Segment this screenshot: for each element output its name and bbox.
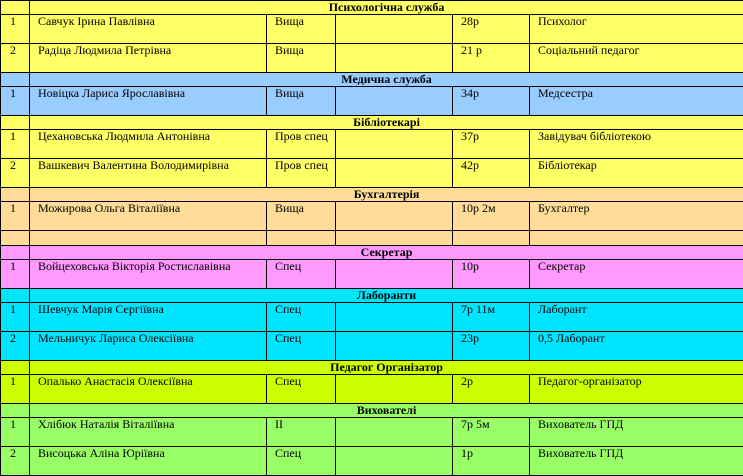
empty-cell xyxy=(336,332,453,361)
employee-name xyxy=(30,231,267,246)
row-number: 1 xyxy=(1,303,30,332)
section-title: Бухгалтерія xyxy=(30,188,743,202)
row-number: 2 xyxy=(1,447,30,476)
table-row xyxy=(1,15,743,44)
job-position: Лаборант xyxy=(530,303,743,332)
section-header-tutors xyxy=(1,404,743,418)
table-row-empty xyxy=(1,231,743,246)
empty-cell xyxy=(336,303,453,332)
table-row xyxy=(1,375,743,404)
education-level: Пров спец xyxy=(267,159,336,188)
row-number xyxy=(1,231,30,246)
work-experience: 23р xyxy=(453,332,530,361)
work-experience: 28р xyxy=(453,15,530,44)
work-experience: 7р 5м xyxy=(453,418,530,447)
job-position: Педагог-організатор xyxy=(530,375,743,404)
table-row xyxy=(1,447,743,476)
employee-name: Войцеховська Вікторія Ростиславівна xyxy=(30,260,267,289)
section-header-psychological-service xyxy=(1,1,743,15)
work-experience: 10р 2м xyxy=(453,202,530,231)
empty-cell xyxy=(336,418,453,447)
employee-name: Висоцька Аліна Юріївна xyxy=(30,447,267,476)
job-position: Бухгалтер xyxy=(530,202,743,231)
row-number: 2 xyxy=(1,159,30,188)
empty-cell xyxy=(336,159,453,188)
section-title: Секретар xyxy=(30,246,743,260)
work-experience: 37р xyxy=(453,130,530,159)
employee-name: Новіцка Лариса Ярославівна xyxy=(30,87,267,116)
education-level: Спец xyxy=(267,375,336,404)
row-number: 1 xyxy=(1,260,30,289)
table-row xyxy=(1,44,743,73)
work-experience xyxy=(453,231,530,246)
work-experience: 10р xyxy=(453,260,530,289)
work-experience: 1р xyxy=(453,447,530,476)
empty-cell xyxy=(336,231,453,246)
table-row xyxy=(1,159,743,188)
employee-name: Мельничук Лариса Олексіївна xyxy=(30,332,267,361)
row-number: 2 xyxy=(1,44,30,73)
employee-name: Хлібюк Наталія Віталіївна xyxy=(30,418,267,447)
section-header-librarians xyxy=(1,116,743,130)
work-experience: 42р xyxy=(453,159,530,188)
section-title: Вихователі xyxy=(30,404,743,418)
empty-cell xyxy=(336,130,453,159)
education-level: ІІ xyxy=(267,418,336,447)
empty-cell xyxy=(336,260,453,289)
work-experience: 2р xyxy=(453,375,530,404)
employee-name: Цехановська Людмила Антонівна xyxy=(30,130,267,159)
employee-name: Шевчук Марія Сергіївна xyxy=(30,303,267,332)
row-number: 1 xyxy=(1,375,30,404)
table-row xyxy=(1,202,743,231)
education-level xyxy=(267,231,336,246)
section-header-num-cell xyxy=(1,289,30,303)
education-level: Спец xyxy=(267,447,336,476)
section-header-num-cell xyxy=(1,116,30,130)
education-level: Спец xyxy=(267,303,336,332)
section-title: Педагог Організатор xyxy=(30,361,743,375)
empty-cell xyxy=(336,375,453,404)
row-number: 1 xyxy=(1,15,30,44)
table-row xyxy=(1,303,743,332)
section-header-num-cell xyxy=(1,1,30,15)
job-position: Вихователь ГПД xyxy=(530,418,743,447)
empty-cell xyxy=(336,44,453,73)
employee-name: Савчук Ірина Павлівна xyxy=(30,15,267,44)
job-position: Соціальний педагог xyxy=(530,44,743,73)
section-title: Лаборанти xyxy=(30,289,743,303)
empty-cell xyxy=(336,447,453,476)
employee-name: Вашкевич Валентина Володимирівна xyxy=(30,159,267,188)
job-position: 0,5 Лаборант xyxy=(530,332,743,361)
work-experience: 34р xyxy=(453,87,530,116)
table-row xyxy=(1,260,743,289)
table-row xyxy=(1,130,743,159)
empty-cell xyxy=(336,15,453,44)
job-position xyxy=(530,231,743,246)
table-row xyxy=(1,418,743,447)
employee-name: Можирова Ольга Віталіївна xyxy=(30,202,267,231)
section-header-num-cell xyxy=(1,361,30,375)
job-position: Бібліотекар xyxy=(530,159,743,188)
education-level: Вища xyxy=(267,202,336,231)
education-level: Вища xyxy=(267,87,336,116)
section-header-num-cell xyxy=(1,73,30,87)
row-number: 1 xyxy=(1,202,30,231)
empty-cell xyxy=(336,87,453,116)
section-header-accounting xyxy=(1,188,743,202)
education-level: Вища xyxy=(267,15,336,44)
row-number: 1 xyxy=(1,87,30,116)
section-title: Бібліотекарі xyxy=(30,116,743,130)
job-position: Психолог xyxy=(530,15,743,44)
empty-cell xyxy=(336,202,453,231)
section-header-num-cell xyxy=(1,246,30,260)
row-number: 1 xyxy=(1,130,30,159)
education-level: Вища xyxy=(267,44,336,73)
education-level: Пров спец xyxy=(267,130,336,159)
table-row xyxy=(1,332,743,361)
education-level: Спец xyxy=(267,260,336,289)
section-title: Психологічна служба xyxy=(30,1,743,15)
row-number: 1 xyxy=(1,418,30,447)
education-level: Спец xyxy=(267,332,336,361)
table-row xyxy=(1,87,743,116)
job-position: Вихователь ГПД xyxy=(530,447,743,476)
row-number: 2 xyxy=(1,332,30,361)
employee-name: Радіца Людмила Петрівна xyxy=(30,44,267,73)
employee-name: Опалько Анастасія Олексіївна xyxy=(30,375,267,404)
section-header-num-cell xyxy=(1,188,30,202)
section-header-pedagogue-organizer xyxy=(1,361,743,375)
job-position: Завідувач бібліотекою xyxy=(530,130,743,159)
work-experience: 7р 11м xyxy=(453,303,530,332)
job-position: Медсестра xyxy=(530,87,743,116)
section-header-num-cell xyxy=(1,404,30,418)
section-header-secretary xyxy=(1,246,743,260)
section-header-medical-service xyxy=(1,73,743,87)
work-experience: 21 р xyxy=(453,44,530,73)
section-title: Медична служба xyxy=(30,73,743,87)
job-position: Секретар xyxy=(530,260,743,289)
section-header-lab-assistants xyxy=(1,289,743,303)
